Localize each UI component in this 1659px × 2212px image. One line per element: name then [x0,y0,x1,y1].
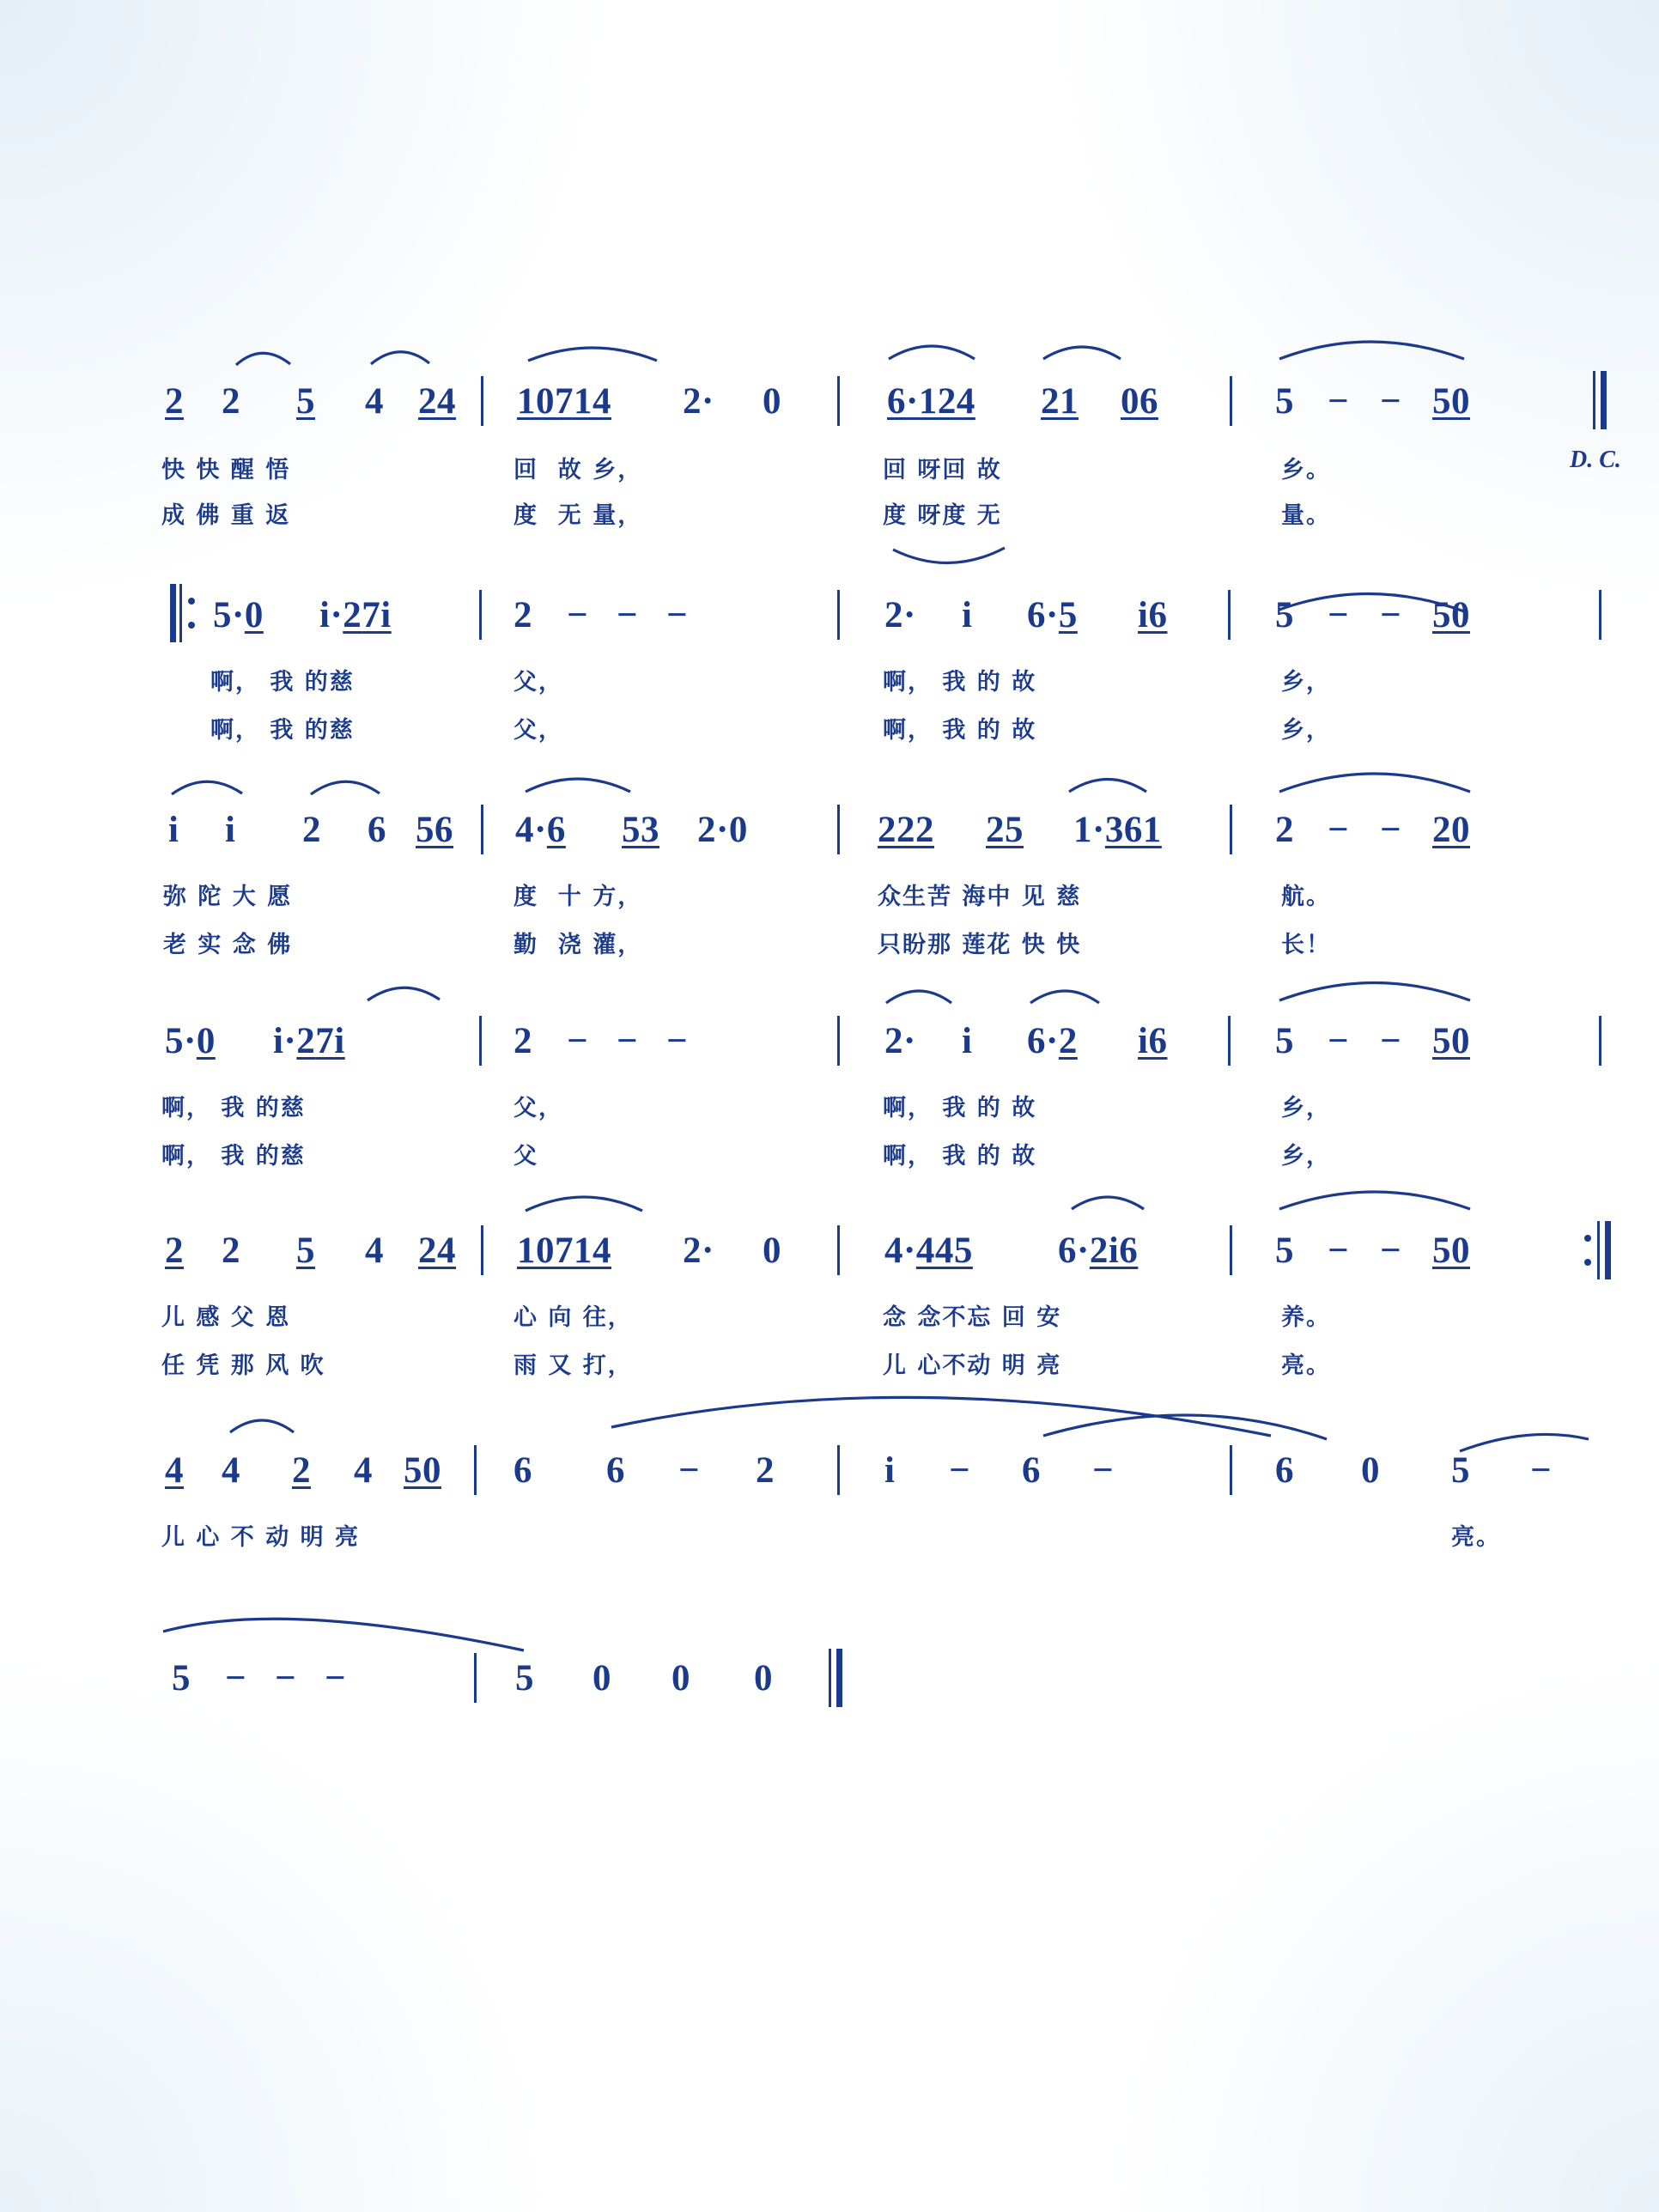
note: 06 [1121,381,1158,422]
lyric-line: 啊， 我 的 故 [883,717,1037,744]
note: − [567,1021,589,1061]
note: 2· [683,1231,714,1271]
note: 2 [302,810,321,850]
note: i6 [1138,1021,1168,1061]
barline [481,805,483,854]
note: 5 [515,1658,534,1698]
note: 10714 [517,1231,611,1271]
note: 2 [165,381,184,422]
note: 4 [354,1450,373,1491]
final-barline [1593,371,1612,429]
lyric-line: 快 快 醒 悟 [161,457,291,483]
repeat-start-barline [170,584,196,642]
lyric-line: 啊， 我 的 故 [883,1143,1037,1170]
note: 6 [514,1450,532,1491]
note: − [1530,1450,1553,1491]
note: 5 [1275,381,1294,422]
note: 6 [368,810,386,850]
note: 5·0 [165,1021,216,1061]
lyric-line: 雨 又 打， [514,1352,633,1379]
note: 0 [592,1658,611,1698]
note: 2 [514,595,532,635]
note: 2 [222,381,240,422]
note: 2 [292,1450,311,1491]
note: − [1328,1021,1350,1061]
barline [479,1016,482,1066]
final-barline [829,1649,848,1707]
note: 5 [1275,595,1294,635]
note: 5·0 [213,595,264,635]
lyric-line: 乡， [1281,1095,1331,1121]
note: − [1328,381,1350,422]
note: 5 [172,1658,191,1698]
note: 56 [416,810,453,850]
note: 0 [754,1658,773,1698]
note: − [678,1450,701,1491]
barline [837,376,840,426]
barline [1228,590,1231,640]
note: 6 [1275,1450,1294,1491]
note: − [949,1450,971,1491]
repeat-end-barline [1584,1221,1612,1279]
barline [837,1016,840,1066]
lyric-line: 回 故 乡， [514,457,643,483]
note: 2 [756,1450,775,1491]
lyric-line: 只盼那 莲花 快 快 [878,932,1082,958]
lyric-line: 亮。 [1281,1352,1331,1379]
barline [1230,376,1232,426]
lyric-line: 任 凭 那 风 吹 [161,1352,325,1379]
barline [837,590,840,640]
note: 50 [1432,1021,1470,1061]
note: − [1328,810,1350,850]
lyric-line: 乡， [1281,717,1331,744]
lyric-line: 父， [514,717,563,744]
note: 50 [404,1450,441,1491]
lyric-line: 养。 [1281,1304,1331,1331]
note: 0 [763,1231,781,1271]
note: i [884,1450,896,1491]
barline [1599,590,1601,640]
note: 2 [1275,810,1294,850]
note: 5 [296,381,315,422]
note: i·27i [319,595,392,635]
barline [837,805,840,854]
note: 24 [418,1231,456,1271]
note: 2 [514,1021,532,1061]
note: 4 [165,1450,184,1491]
lyric-line: 乡， [1281,1143,1331,1170]
lyric-line: 啊， 我 的 故 [883,1095,1037,1121]
lyric-line: 度 十 方， [514,884,643,910]
barline [1230,1445,1232,1495]
lyric-line: 啊， 我 的 故 [883,669,1037,696]
lyric-line: 啊， 我 的慈 [161,1143,306,1170]
note: 2·0 [697,810,748,850]
lyric-line: 父， [514,1095,563,1121]
note: 2· [683,381,714,422]
note: − [1092,1450,1115,1491]
lyric-line: 众生苦 海中 见 慈 [878,884,1082,910]
lyric-line: 度 无 量， [514,502,643,529]
note: 6 [1022,1450,1041,1491]
note: 50 [1432,1231,1470,1271]
note: − [567,595,589,635]
note: 6·2 [1027,1021,1078,1061]
note: 2· [884,1021,916,1061]
note: 6·124 [887,381,975,422]
dc-marking: D. C. [1570,447,1621,473]
note: − [617,1021,639,1061]
lyric-line: 长！ [1281,932,1331,958]
note: 5 [296,1231,315,1271]
lyric-line: 啊， 我 的慈 [210,717,355,744]
note: 25 [986,810,1024,850]
lyric-line: 啊， 我 的慈 [161,1095,306,1121]
note: i6 [1138,595,1168,635]
barline [481,1225,483,1275]
lyric-line: 念 念不忘 回 安 [883,1304,1062,1331]
barline [1230,1225,1232,1275]
note: 0 [672,1658,690,1698]
note: 5 [1275,1021,1294,1061]
lyric-line: 量。 [1281,502,1331,529]
lyric-line: 父， [514,669,563,696]
lyric-line: 儿 心 不 动 明 亮 [161,1524,360,1551]
lyric-line: 儿 感 父 恩 [161,1304,291,1331]
note: 6·5 [1027,595,1078,635]
lyric-line: 度 呀度 无 [883,502,1002,529]
lyric-line: 成 佛 重 返 [161,502,291,529]
note: 5 [1275,1231,1294,1271]
note: − [1328,595,1350,635]
barline [837,1225,840,1275]
note: 2· [884,595,916,635]
note: − [225,1658,247,1698]
note: − [1380,810,1402,850]
lyric-line: 心 向 往， [514,1304,633,1331]
note: 4 [365,1231,384,1271]
note: i [225,810,236,850]
barline [479,590,482,640]
lyric-line: 回 呀回 故 [883,457,1002,483]
barline [474,1653,477,1703]
note: 50 [1432,595,1470,635]
lyric-line: 父 [514,1143,538,1170]
note: − [325,1658,347,1698]
note: i [168,810,179,850]
barline [474,1445,477,1495]
note: 24 [418,381,456,422]
note: − [617,595,639,635]
note: 4·6 [515,810,566,850]
barline [837,1445,840,1495]
note: i [962,1021,973,1061]
lyric-line: 啊， 我 的慈 [210,669,355,696]
lyric-line: 勤 浇 灌， [514,932,643,958]
lyric-line: 老 实 念 佛 [163,932,293,958]
note: 4 [365,381,384,422]
note: 6·2i6 [1058,1231,1139,1271]
note: 10714 [517,381,611,422]
note: − [1328,1231,1350,1271]
note: 4·445 [884,1231,973,1271]
lyric-line: 亮。 [1451,1524,1501,1551]
note: 50 [1432,381,1470,422]
note: 21 [1041,381,1079,422]
note: 5 [1451,1450,1470,1491]
note: − [1380,1021,1402,1061]
lyric-line: 儿 心不动 明 亮 [883,1352,1062,1379]
note: − [275,1658,297,1698]
note: 6 [606,1450,625,1491]
note: 0 [1361,1450,1380,1491]
barline [1230,805,1232,854]
note: 20 [1432,810,1470,850]
lyric-line: 航。 [1281,884,1331,910]
note: − [666,1021,689,1061]
note: − [666,595,689,635]
barline [481,376,483,426]
lyric-line: 乡， [1281,669,1331,696]
note: 222 [878,810,934,850]
note: − [1380,595,1402,635]
barline [1228,1016,1231,1066]
note: i·27i [273,1021,345,1061]
note: 2 [165,1231,184,1271]
lyric-line: 弥 陀 大 愿 [163,884,293,910]
note: 1·361 [1073,810,1162,850]
note: 4 [222,1450,240,1491]
note: − [1380,381,1402,422]
note: 53 [622,810,659,850]
note: 0 [763,381,781,422]
lyric-line: 乡。 [1281,457,1331,483]
note: 2 [222,1231,240,1271]
note: − [1380,1231,1402,1271]
barline [1599,1016,1601,1066]
note: i [962,595,973,635]
